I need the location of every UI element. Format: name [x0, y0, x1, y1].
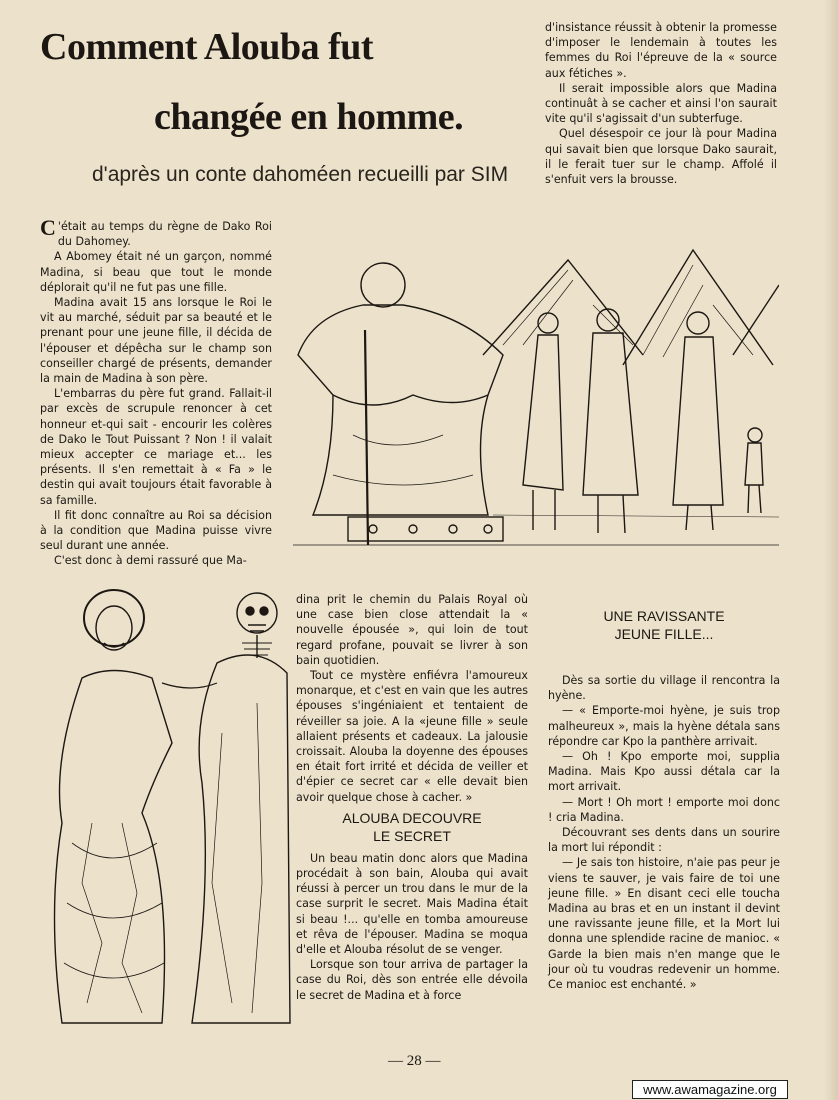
subtitle: d'après un conte dahoméen recueilli par SIM — [92, 163, 509, 186]
paragraph: A Abomey était né un garçon, nommé Madina, si beau que tout le monde déplorait qu'il ne fut pas une fille. — [40, 250, 272, 294]
page-edge — [824, 0, 838, 1100]
paragraph: — « Emporte-moi hyène, je suis trop malheureux », mais la hyène détala sans répondre car Kpo la panthère arrivait. — [548, 704, 780, 748]
king-body — [298, 305, 503, 515]
column-left — [40, 215, 272, 569]
child-figure — [745, 428, 763, 513]
throne-base — [348, 517, 503, 541]
paragraph: Il fit donc connaître au Roi sa décision à la condition que Madina puisse vivre seul durant une année. — [40, 508, 272, 553]
paragraph: Découvrant ses dents dans un sourire la mort lui répondit : — [548, 826, 780, 855]
woman-face — [96, 606, 132, 650]
paragraph: Lorsque son tour arriva de partager la case du Roi, dès son entrée elle dévoila le secret de Madina et à force — [296, 958, 528, 1002]
title-line-1: Comment Alouba fut — [40, 26, 374, 68]
paragraph: Quel désespoir ce jour là pour Madina qui savait bien que lorsque Dako saurait, il le ferait tuer sur le champ. Affolé il s'enfuit vers la brousse. — [545, 127, 777, 187]
wife-figure — [673, 312, 723, 530]
paragraph: Il serait impossible alors que Madina continuât à se cacher et ainsi l'on saurait vite qu'il s'agissait d'un subterfuge. — [545, 81, 777, 126]
woman-body — [55, 671, 173, 1024]
paragraph: — Mort ! Oh mort ! emporte moi donc ! cria Madina. — [548, 795, 780, 824]
paragraph: — Oh ! Kpo emporte moi, supplia Madina. Mais Kpo aussi détala car la mort arrivait. — [548, 750, 780, 794]
paragraph: d'insistance réussit à obtenir la promesse d'imposer le lendemain à toutes les femmes du Roi l'épreuve de la « source aux fétiches ». — [545, 21, 777, 80]
illustration-madina-and-death — [42, 583, 292, 1038]
paragraph: Dès sa sortie du village il rencontra la hyène. — [548, 674, 780, 703]
paragraph: L'embarras du père fut grand. Fallait-il par excès de scrupule renoncer à cet honneur et-qui sait - encourir les colères de Dako le Tout Puissant ? Non ! il valait mieux accepter ce mariage et... les présents. Il s'en remettait à « Fa » le destin qui avait toujours était favorable à sa famille. — [40, 387, 272, 507]
paragraph: Madina avait 15 ans lorsque le Roi le vit au marché, séduit par sa beauté et le prenant pour une jeune fille, il décida de l'épouser et dépêcha sur le champ son conseiller chargé de présents, demander la main de Madina à son père. — [40, 296, 272, 386]
paragraph: C'est donc à demi rassuré que Ma- — [54, 554, 247, 568]
hut — [733, 285, 779, 355]
paragraph: — Je sais ton histoire, n'aie pas peur je viens te sauver, je vais faire de toi une jeune fille. » En disant ceci elle toucha Madina au bras et en un instant il devint une ravissante jeune fille, et la Mort lui donna une splendide racine de manioc. « Garde la bien mais n'en mange que le jour où tu voudras redevenir un homme. Ce manioc est enchanté. » — [548, 856, 780, 992]
king-staff — [365, 330, 368, 545]
dropcap: C — [40, 215, 56, 240]
wife-figure — [523, 313, 563, 530]
section-heading-secret: ALOUBA DECOUVRE LE SECRET — [342, 809, 482, 844]
section-heading-jeune-fille: UNE RAVISSANTE JEUNE FILLE... — [603, 608, 725, 642]
column-middle — [296, 592, 528, 1003]
hut — [623, 250, 773, 365]
paragraph: Un beau matin donc alors que Madina procédait à son bain, Alouba qui avait réussi à percer un trou dans le mur de la case surprit le secret. Mais Madina était si beau !... qu'elle en tomba amoureuse et rêva de l'épouser. Madina se moqua d'elle et Alouba résolut de se venger. — [296, 851, 528, 957]
paragraph: Tout ce mystère enfiévra l'amoureux monarque, et c'est en vain que les autres épouses s'ingéniaient et tentaient de réveiller sa joie. A la «jeune fille » seule allaient présents et cadeaux. La jalousie croissait. Alouba la doyenne des épouses en était fort irrité et décida de veiller et d'épier ce secret car « elle devait bien avoir quelque chose à cacher. » — [296, 669, 528, 804]
skeleton-figure — [162, 593, 290, 1023]
illustration-king-and-wives — [293, 245, 779, 561]
title-line-2: changée en homme. — [154, 96, 464, 138]
wife-figure — [583, 309, 638, 533]
page-number: — 28 — — [388, 1053, 441, 1069]
woman-hair — [84, 590, 144, 646]
column-top-right — [545, 20, 777, 187]
column-right — [548, 603, 780, 992]
paragraph: C 'était au temps du règne de Dako Roi du Dahomey. — [40, 215, 272, 249]
death-cloak — [192, 655, 290, 1023]
paragraph: dina prit le chemin du Palais Royal où une case bien close attendait la « nouvelle épousée », qui loin de tout regard profane, pouvait se livrer à son bain quotidien. — [296, 593, 528, 667]
website-stamp: www.awamagazine.org — [632, 1080, 788, 1099]
king-head — [361, 263, 405, 307]
